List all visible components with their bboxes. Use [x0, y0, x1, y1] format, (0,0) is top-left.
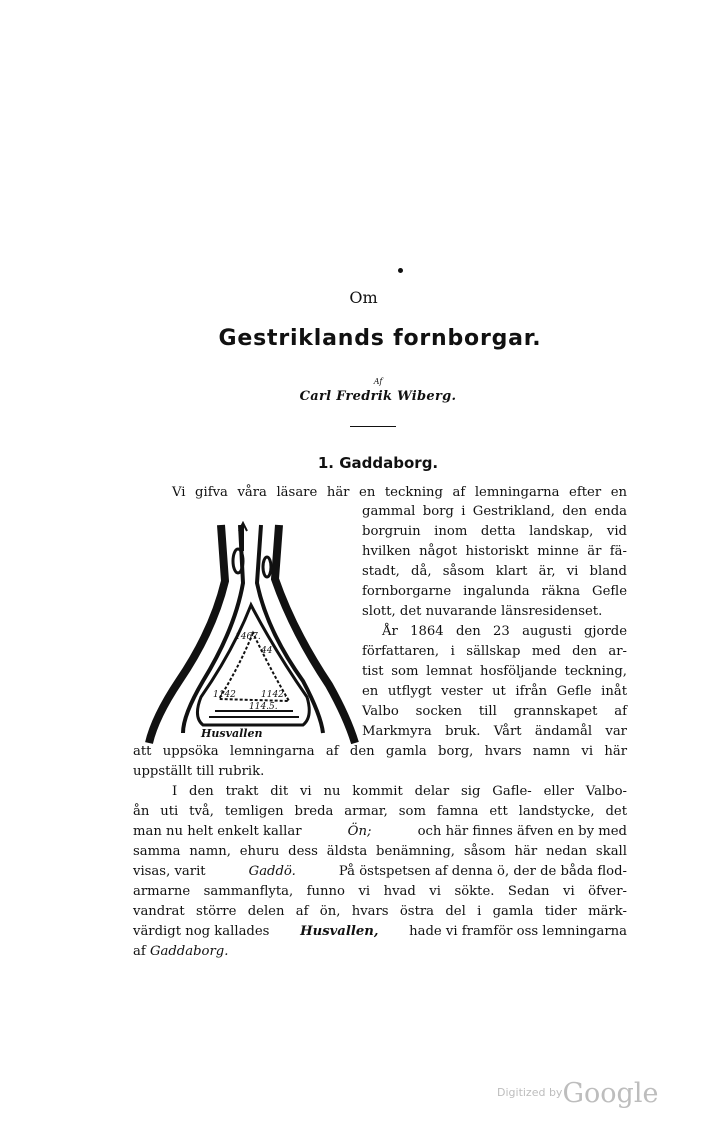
google-logo: Google [562, 1078, 659, 1109]
text-line: Valbo socken till grannskapet af [362, 704, 627, 719]
text-run: visas, varit [133, 864, 206, 879]
text-line: en utflygt vester ut ifrån Gefle inåt [362, 684, 627, 699]
text-line: vandrat större delen af ön, hvars östra del i gamla tider märk- [133, 904, 627, 919]
author-name: Carl Fredrik Wiberg. [299, 389, 457, 404]
text-line [133, 823, 627, 841]
italic-term: Ön; [347, 824, 372, 839]
text-line: att uppsöka lemningarna af den gamla borg, hvars namn vi här [133, 744, 627, 759]
digitized-label: Digitized by [497, 1086, 563, 1099]
text-line: slott, det nuvarande länsresidenset. [362, 604, 603, 619]
page-title: Gestriklands fornborgar. [218, 326, 542, 351]
text-line: ån uti två, temligen breda armar, som famna ett landstycke, det [133, 804, 627, 819]
text-line: armarne sammanflyta, funno vi hvad vi sökte. Sedan vi öfver- [133, 884, 627, 899]
river-islet [233, 549, 243, 573]
text-line: hvilken något historiskt minne är fä- [362, 544, 627, 559]
text-line: År 1864 den 23 augusti gjorde [382, 624, 627, 639]
text-line [133, 943, 228, 961]
text-line: Markmyra bruk. Vårt ändamål var [362, 724, 627, 739]
italic-term: Husvallen, [300, 924, 379, 939]
island-illustration [143, 521, 361, 751]
figure-label: 1142. [261, 690, 287, 700]
pre-title: Om [349, 288, 378, 307]
text-run: och här finnes äfven en by med [417, 824, 627, 839]
italic-term: Gaddaborg. [149, 944, 229, 959]
text-run: man nu helt enkelt kallar [133, 824, 302, 839]
text-line: författaren, i sällskap med den ar- [362, 644, 627, 659]
text-line: stadt, då, såsom klart är, vi bland [362, 564, 627, 579]
text-line [133, 863, 627, 881]
figure-label: 1467. [235, 632, 261, 642]
figure-label: 44 [261, 646, 273, 656]
text-line: borgruin inom detta landskap, vid [362, 524, 627, 539]
text-run: På östspetsen af denna ö, der de båda flod- [338, 864, 627, 879]
figure-label: 114.5. [249, 702, 278, 712]
river-islet [263, 557, 271, 577]
text-line [133, 923, 627, 941]
text-line: gammal borg i Gestrikland, den enda [362, 504, 627, 519]
text-run: värdigt nog kallades [133, 924, 270, 939]
text-line: fornborgarne ingalunda räkna Gefle [362, 584, 627, 599]
text-run: af [133, 944, 146, 959]
figure-label: 1142 [213, 690, 236, 700]
italic-term: Gaddö. [248, 864, 296, 879]
text-line: uppställt till rubrik. [133, 764, 265, 779]
text-line: samma namn, ehuru dess äldsta benämning, såsom här nedan skall [133, 844, 627, 859]
digitized-watermark [497, 1078, 658, 1109]
title-rule [350, 426, 396, 427]
by-line: Af [373, 377, 383, 386]
printer-dot [398, 268, 403, 273]
text-run: hade vi framför oss lemningarna [409, 924, 627, 939]
text-line: tist som lemnat hosföljande teckning, [362, 664, 627, 679]
text-line: I den trakt dit vi nu kommit delar sig Gafle- eller Valbo- [172, 784, 627, 799]
figure-caption: Husvallen [201, 727, 263, 740]
text-line: Vi gifva våra läsare här en teckning af lemningarna efter en [172, 485, 627, 500]
section-heading: 1. Gaddaborg. [317, 454, 439, 472]
